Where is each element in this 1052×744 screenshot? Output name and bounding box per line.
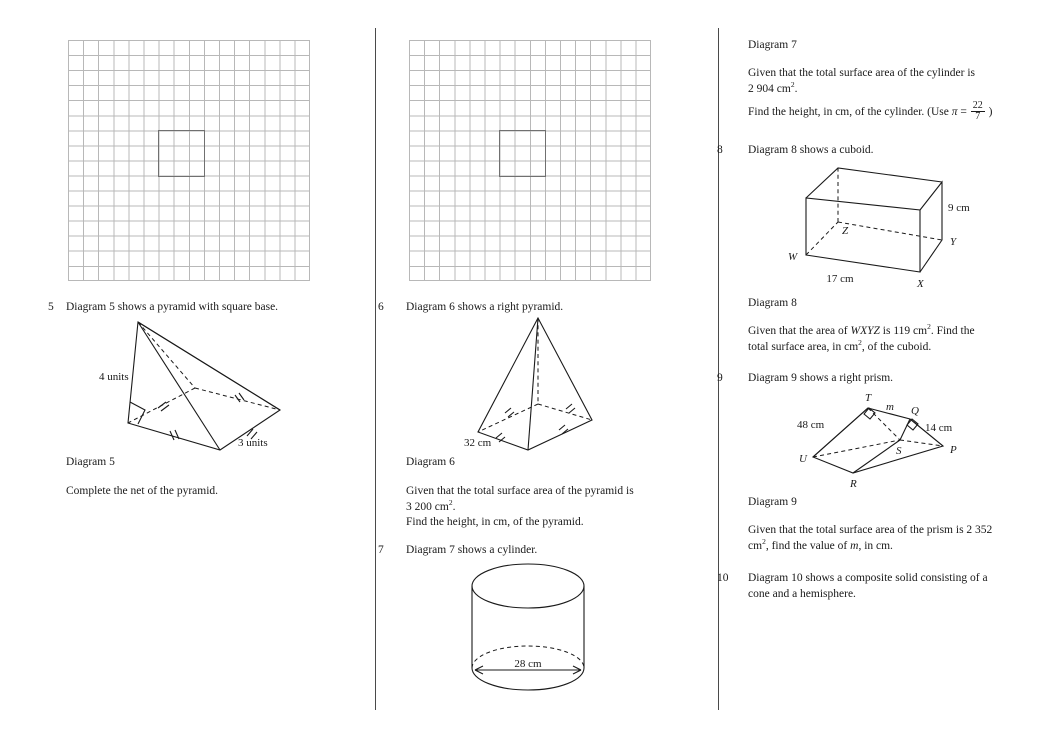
svg-text:W: W — [788, 251, 798, 263]
question-7-instruction-line — [748, 101, 1033, 123]
question-number-6: 6 — [378, 301, 384, 313]
q8-area-exponent: 2 — [927, 322, 931, 332]
svg-text:14 cm: 14 cm — [925, 422, 953, 434]
diagram-7-caption: Diagram 7 — [748, 39, 797, 51]
answer-grid-q5[interactable] — [68, 40, 310, 281]
q8-given-prefix: Given that the area of — [748, 325, 851, 337]
q6-area-exponent: 2 — [448, 497, 453, 507]
question-7-instruction — [748, 101, 1033, 123]
q8-area-value: is 119 cm — [879, 325, 928, 337]
svg-text:S: S — [896, 445, 902, 457]
svg-text:U: U — [799, 453, 807, 465]
q8-face-name: WXYZ — [850, 325, 880, 337]
figure-right-prism — [775, 386, 975, 491]
svg-text:4 units: 4 units — [99, 371, 129, 383]
figure-right-pyramid — [460, 310, 620, 455]
svg-text:R: R — [850, 478, 857, 490]
question-number-7: 7 — [378, 544, 384, 556]
q6-area-period: . — [452, 500, 456, 513]
q9-variable-m: m — [850, 539, 859, 552]
question-7-prompt: Diagram 7 shows a cylinder. — [406, 544, 538, 556]
q6-area-value: 3 200 cm — [406, 500, 449, 513]
question-9-given-line2 — [748, 536, 1033, 555]
svg-text:48 cm: 48 cm — [797, 419, 825, 431]
figure-cylinder — [470, 558, 600, 703]
svg-text:3 units: 3 units — [238, 437, 268, 449]
question-8-given-line2 — [748, 337, 1033, 356]
question-8-given — [748, 324, 1033, 355]
question-10-prompt — [748, 571, 1033, 602]
q8-find-text: total surface area, in cm — [748, 340, 859, 353]
pi-fraction — [971, 101, 985, 123]
column-divider-2 — [718, 28, 719, 710]
question-6-given — [406, 484, 706, 531]
q9-find-text: , find the value of — [765, 539, 851, 552]
closing-paren: ) — [985, 106, 993, 119]
diagram-6-caption: Diagram 6 — [406, 456, 455, 468]
question-9-given-line1: Given that the total surface area of the prism is 2 352 — [748, 524, 993, 536]
svg-text:17 cm: 17 cm — [826, 273, 854, 285]
svg-text:m: m — [886, 401, 894, 413]
question-number-5: 5 — [48, 301, 54, 313]
diagram-9-caption: Diagram 9 — [748, 496, 797, 508]
figure-square-base-pyramid — [100, 318, 320, 458]
q9-unit-exponent: 2 — [762, 536, 766, 546]
question-5-prompt: Diagram 5 shows a pyramid with square base. — [66, 301, 279, 313]
q7-area-value: 2 904 cm — [748, 82, 791, 95]
question-6-instruction: Find the height, in cm, of the pyramid. — [406, 516, 584, 528]
question-8-prompt: Diagram 8 shows a cuboid. — [748, 144, 874, 156]
svg-text:Z: Z — [842, 225, 849, 237]
question-9-prompt: Diagram 9 shows a right prism. — [748, 372, 894, 384]
question-10-prompt-line1: Diagram 10 shows a composite solid consisting of a — [748, 572, 988, 584]
q9-find-suffix: , in cm. — [858, 539, 893, 552]
question-10-prompt-line2: cone and a hemisphere. — [748, 587, 856, 600]
q8-find-suffix: , of the cuboid. — [861, 340, 932, 353]
q8-given-suffix: . Find the — [930, 325, 975, 337]
question-number-8: 8 — [717, 144, 723, 156]
equals-sign: = — [957, 106, 970, 119]
question-5-instruction: Complete the net of the pyramid. — [66, 485, 219, 497]
q9-unit: cm — [748, 539, 763, 552]
svg-text:Y: Y — [950, 236, 957, 248]
pi-symbol: π — [951, 106, 958, 119]
fraction-denominator: 7 — [971, 111, 985, 122]
svg-text:9 cm: 9 cm — [948, 202, 970, 214]
question-9-given — [748, 523, 1033, 554]
diagram-5-caption: Diagram 5 — [66, 456, 115, 468]
question-7-given — [748, 66, 1033, 97]
figure-cuboid — [770, 160, 985, 290]
column-divider-1 — [375, 28, 376, 710]
grid-highlight-square — [158, 130, 205, 177]
question-number-9: 9 — [717, 372, 723, 384]
question-6-given-line1: Given that the total surface area of the pyramid is — [406, 485, 634, 497]
svg-text:X: X — [917, 278, 924, 290]
question-number-10: 10 — [717, 572, 729, 584]
question-6-given-line2 — [406, 497, 706, 516]
q8-unit-exponent: 2 — [858, 337, 862, 347]
svg-text:T: T — [865, 392, 872, 404]
svg-text:28 cm: 28 cm — [514, 658, 542, 670]
q7-area-period: . — [794, 82, 798, 95]
answer-grid-q6[interactable] — [409, 40, 651, 281]
svg-text:32 cm: 32 cm — [464, 437, 492, 449]
grid-highlight-square — [499, 130, 546, 177]
svg-text:P: P — [950, 444, 957, 456]
question-6-prompt: Diagram 6 shows a right pyramid. — [406, 301, 564, 313]
fraction-numerator: 22 — [972, 100, 983, 111]
svg-text:Q: Q — [911, 405, 919, 417]
q7-find-height-text: Find the height, in cm, of the cylinder. (Use — [748, 106, 952, 119]
q7-area-exponent: 2 — [790, 79, 795, 89]
question-7-given-line2 — [748, 79, 1033, 98]
question-7-given-line1: Given that the total surface area of the cylinder is — [748, 67, 976, 79]
question-8-given-line1 — [748, 324, 1033, 340]
diagram-8-caption: Diagram 8 — [748, 297, 797, 309]
